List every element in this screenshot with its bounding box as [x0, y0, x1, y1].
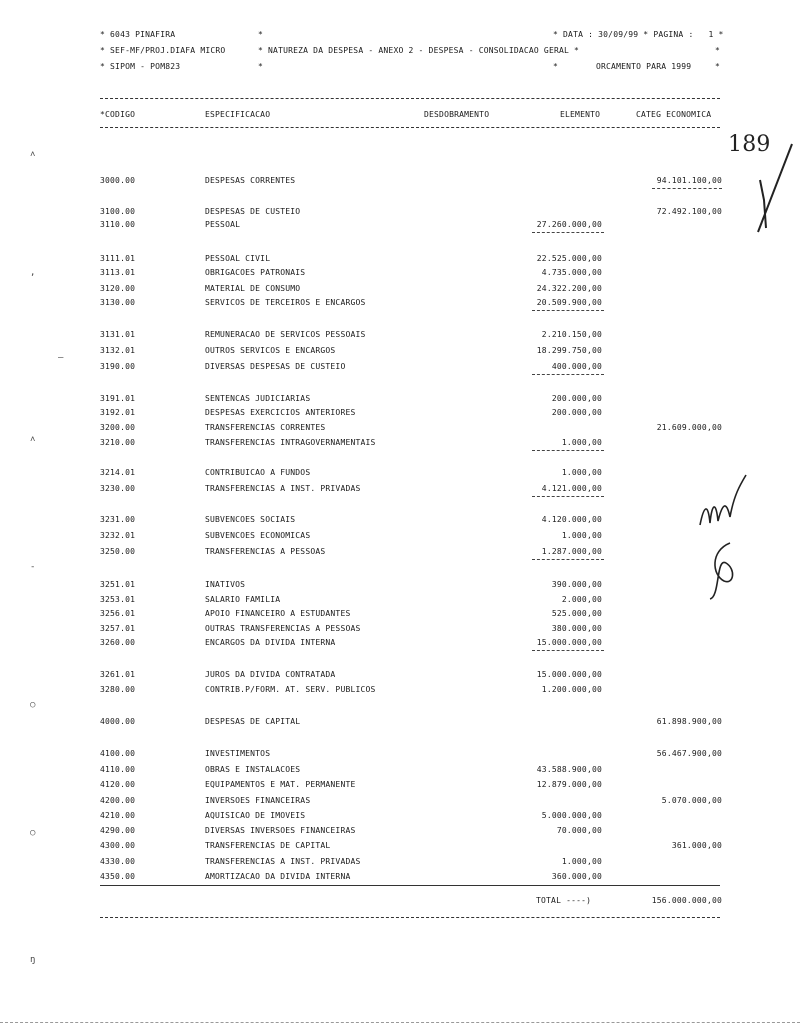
row-code: 4000.00: [100, 717, 136, 726]
header-system-name: * 6043 PINAFIRA: [100, 30, 176, 39]
row-element-value: 27.260.000,00: [536, 220, 602, 229]
margin-mark: ŋ: [30, 955, 36, 965]
subtotal-rule: [532, 310, 604, 311]
row-element-value: 380.000,00: [551, 624, 602, 633]
row-element-value: 22.525.000,00: [536, 254, 602, 263]
row-element-value: 1.287.000,00: [541, 547, 602, 556]
row-code: 4290.00: [100, 826, 136, 835]
row-code: 3191.01: [100, 394, 136, 403]
row-element-value: 4.735.000,00: [541, 268, 602, 277]
row-code: 4330.00: [100, 857, 136, 866]
row-element-value: 43.588.900,00: [536, 765, 602, 774]
handwritten-page-number: 189: [728, 132, 771, 157]
divider: [100, 98, 720, 99]
row-code: 4200.00: [100, 796, 136, 805]
row-economic-category-value: 61.898.900,00: [656, 717, 722, 726]
row-specification: AMORTIZACAO DA DIVIDA INTERNA: [205, 872, 351, 881]
row-element-value: 70.000,00: [556, 826, 602, 835]
margin-mark: ○: [30, 700, 36, 710]
margin-mark: ˄: [30, 150, 36, 160]
header-date-page: * DATA : 30/09/99 * PAGINA : 1 *: [553, 30, 724, 39]
row-element-value: 390.000,00: [551, 580, 602, 589]
subtotal-rule: [532, 650, 604, 651]
budget-year: ORCAMENTO PARA 1999: [596, 62, 692, 71]
row-specification: SUBVENCOES SOCIAIS: [205, 515, 296, 524]
row-code: 3113.01: [100, 268, 136, 277]
row-specification: OUTROS SERVICOS E ENCARGOS: [205, 346, 336, 355]
row-specification: INVERSOES FINANCEIRAS: [205, 796, 311, 805]
row-specification: DESPESAS CORRENTES: [205, 176, 296, 185]
row-specification: EQUIPAMENTOS E MAT. PERMANENTE: [205, 780, 356, 789]
column-desdobramento: DESDOBRAMENTO: [424, 110, 490, 119]
row-specification: TRANSFERENCIAS A INST. PRIVADAS: [205, 857, 361, 866]
row-code: 3131.01: [100, 330, 136, 339]
header-department: * SEF-MF/PROJ.DIAFA MICRO: [100, 46, 226, 55]
row-code: 3261.01: [100, 670, 136, 679]
row-code: 3100.00: [100, 207, 136, 216]
row-specification: ENCARGOS DA DIVIDA INTERNA: [205, 638, 336, 647]
row-element-value: 24.322.200,00: [536, 284, 602, 293]
row-specification: CONTRIBUICAO A FUNDOS: [205, 468, 311, 477]
row-code: 3190.00: [100, 362, 136, 371]
row-code: 3130.00: [100, 298, 136, 307]
row-code: 3231.00: [100, 515, 136, 524]
page-bottom-edge: [0, 1022, 800, 1023]
row-element-value: 1.000,00: [561, 531, 602, 540]
row-element-value: 5.000.000,00: [541, 811, 602, 820]
header-star: *: [258, 62, 264, 71]
row-element-value: 20.509.900,00: [536, 298, 602, 307]
margin-mark: ○: [30, 828, 36, 838]
header-star: *: [258, 30, 264, 39]
subtotal-rule: [532, 232, 604, 233]
row-economic-category-value: 361.000,00: [671, 841, 722, 850]
row-specification: DESPESAS DE CUSTEIO: [205, 207, 301, 216]
row-code: 3210.00: [100, 438, 136, 447]
header-star: *: [715, 46, 721, 55]
row-specification: OBRAS E INSTALACOES: [205, 765, 301, 774]
divider: [100, 917, 720, 918]
row-element-value: 15.000.000,00: [536, 638, 602, 647]
row-code: 3251.01: [100, 580, 136, 589]
row-element-value: 2.000,00: [561, 595, 602, 604]
row-specification: TRANSFERENCIAS DE CAPITAL: [205, 841, 331, 850]
row-code: 3214.01: [100, 468, 136, 477]
row-code: 4100.00: [100, 749, 136, 758]
column-elemento: ELEMENTO: [560, 110, 601, 119]
row-specification: TRANSFERENCIAS A INST. PRIVADAS: [205, 484, 361, 493]
row-code: 3253.01: [100, 595, 136, 604]
row-element-value: 1.000,00: [561, 857, 602, 866]
row-specification: AQUISICAO DE IMOVEIS: [205, 811, 306, 820]
header-program: * SIPOM - POM823: [100, 62, 181, 71]
row-element-value: 15.000.000,00: [536, 670, 602, 679]
row-specification: DIVERSAS INVERSOES FINANCEIRAS: [205, 826, 356, 835]
row-element-value: 200.000,00: [551, 394, 602, 403]
signature-slash-icon: [740, 140, 800, 240]
row-code: 4350.00: [100, 872, 136, 881]
column-codigo: *CODIGO: [100, 110, 136, 119]
row-code: 3230.00: [100, 484, 136, 493]
subtotal-rule: [532, 559, 604, 560]
row-specification: SUBVENCOES ECONOMICAS: [205, 531, 311, 540]
subtotal-rule: [532, 496, 604, 497]
divider: [100, 885, 720, 886]
row-code: 3232.01: [100, 531, 136, 540]
row-element-value: 1.200.000,00: [541, 685, 602, 694]
row-specification: CONTRIB.P/FORM. AT. SERV. PUBLICOS: [205, 685, 376, 694]
row-specification: DESPESAS EXERCICIOS ANTERIORES: [205, 408, 356, 417]
row-specification: TRANSFERENCIAS CORRENTES: [205, 423, 326, 432]
subtotal-rule: [532, 450, 604, 451]
row-specification: DIVERSAS DESPESAS DE CUSTEIO: [205, 362, 346, 371]
row-code: 4120.00: [100, 780, 136, 789]
row-specification: DESPESAS DE CAPITAL: [205, 717, 301, 726]
row-code: 3192.01: [100, 408, 136, 417]
row-code: 3250.00: [100, 547, 136, 556]
row-code: 3280.00: [100, 685, 136, 694]
row-specification: PESSOAL: [205, 220, 241, 229]
column-categ-economica: CATEG ECONOMICA: [636, 110, 712, 119]
margin-mark: ˄: [30, 435, 36, 445]
row-specification: INATIVOS: [205, 580, 246, 589]
handwritten-initials-icon: [690, 465, 760, 605]
row-specification: OBRIGACOES PATRONAIS: [205, 268, 306, 277]
total-label: TOTAL ----): [536, 896, 592, 905]
subtotal-rule: [532, 374, 604, 375]
row-specification: MATERIAL DE CONSUMO: [205, 284, 301, 293]
total-value: 156.000.000,00: [651, 896, 722, 905]
row-element-value: 4.120.000,00: [541, 515, 602, 524]
row-code: 3200.00: [100, 423, 136, 432]
report-title: * NATUREZA DA DESPESA - ANEXO 2 - DESPESA - CONSOLIDACAO GERAL *: [258, 46, 580, 55]
margin-mark: ,: [30, 268, 36, 278]
row-code: 3000.00: [100, 176, 136, 185]
row-code: 3132.01: [100, 346, 136, 355]
row-code: 3260.00: [100, 638, 136, 647]
row-code: 3111.01: [100, 254, 136, 263]
row-element-value: 525.000,00: [551, 609, 602, 618]
row-specification: OUTRAS TRANSFERENCIAS A PESSOAS: [205, 624, 361, 633]
row-economic-category-value: 72.492.100,00: [656, 207, 722, 216]
row-specification: APOIO FINANCEIRO A ESTUDANTES: [205, 609, 351, 618]
margin-mark: -: [30, 562, 36, 572]
row-element-value: 1.000,00: [561, 468, 602, 477]
row-specification: PESSOAL CIVIL: [205, 254, 271, 263]
subtotal-rule: [652, 188, 722, 189]
row-economic-category-value: 21.609.000,00: [656, 423, 722, 432]
row-element-value: 400.000,00: [551, 362, 602, 371]
row-specification: TRANSFERENCIAS INTRAGOVERNAMENTAIS: [205, 438, 376, 447]
row-code: 4210.00: [100, 811, 136, 820]
row-specification: SALARIO FAMILIA: [205, 595, 281, 604]
row-element-value: 360.000,00: [551, 872, 602, 881]
row-specification: INVESTIMENTOS: [205, 749, 271, 758]
row-specification: JUROS DA DIVIDA CONTRATADA: [205, 670, 336, 679]
divider: [100, 127, 720, 128]
row-element-value: 1.000,00: [561, 438, 602, 447]
row-element-value: 2.210.150,00: [541, 330, 602, 339]
row-specification: REMUNERACAO DE SERVICOS PESSOAIS: [205, 330, 366, 339]
header-star: *: [715, 62, 721, 71]
row-code: 3256.01: [100, 609, 136, 618]
row-economic-category-value: 94.101.100,00: [656, 176, 722, 185]
row-code: 3257.01: [100, 624, 136, 633]
row-element-value: 200.000,00: [551, 408, 602, 417]
row-code: 3120.00: [100, 284, 136, 293]
header-star: *: [553, 62, 559, 71]
row-economic-category-value: 5.070.000,00: [661, 796, 722, 805]
row-element-value: 18.299.750,00: [536, 346, 602, 355]
row-element-value: 4.121.000,00: [541, 484, 602, 493]
row-specification: TRANSFERENCIAS A PESSOAS: [205, 547, 326, 556]
row-economic-category-value: 56.467.900,00: [656, 749, 722, 758]
row-code: 4300.00: [100, 841, 136, 850]
row-specification: SENTENCAS JUDICIARIAS: [205, 394, 311, 403]
row-specification: SERVICOS DE TERCEIROS E ENCARGOS: [205, 298, 366, 307]
row-code: 3110.00: [100, 220, 136, 229]
column-especificacao: ESPECIFICACAO: [205, 110, 271, 119]
margin-mark: —: [58, 353, 64, 363]
row-code: 4110.00: [100, 765, 136, 774]
row-element-value: 12.879.000,00: [536, 780, 602, 789]
